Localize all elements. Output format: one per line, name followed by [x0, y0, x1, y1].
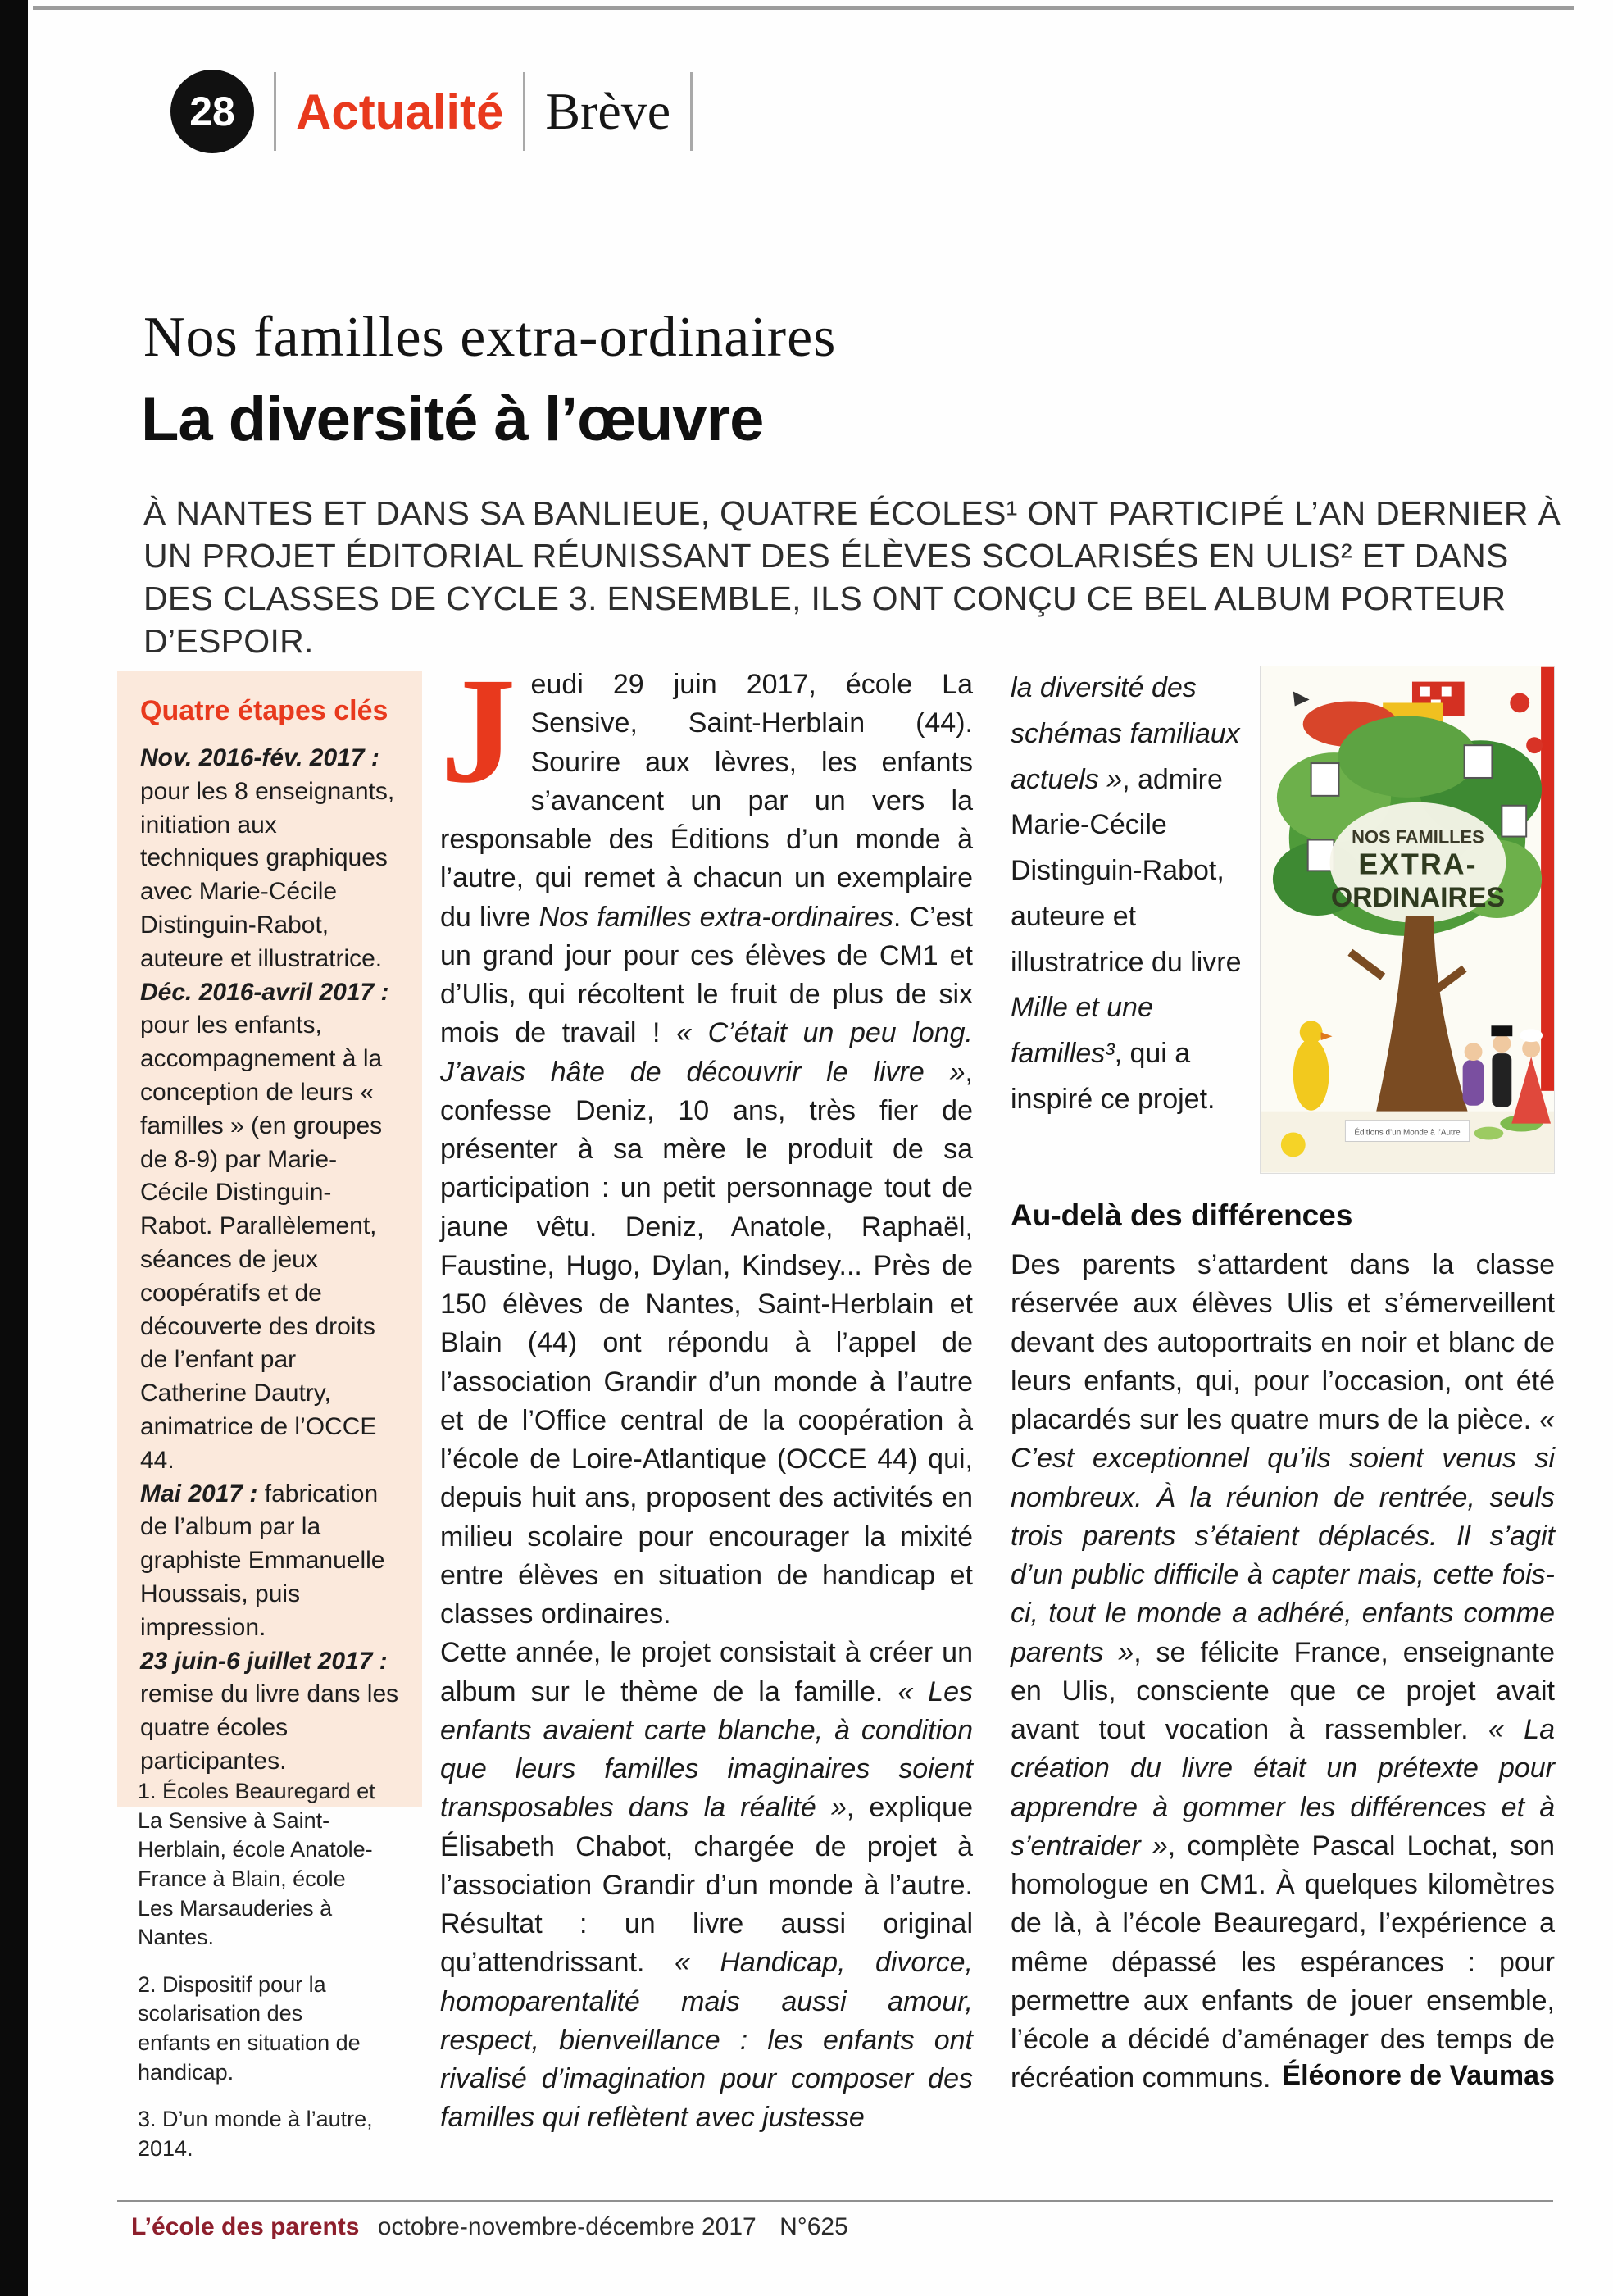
book-title-inline: Mille et une familles³ [1011, 992, 1153, 1069]
quote-text: « C’était un peu long. J’avais hâte de découvrir le livre » [440, 1017, 973, 1088]
paragraph-2 [440, 1634, 973, 2137]
sidebar-step [140, 1478, 401, 1645]
purple-figure [1463, 1043, 1484, 1106]
page-number-badge [170, 70, 254, 153]
article-title: La diversité à l’œuvre [141, 384, 764, 454]
article-column-1 [440, 647, 974, 2138]
vertical-separator [523, 72, 525, 151]
text-segment: Des parents s’attardent dans la classe réservée aux élèves Ulis et s’émerveillent devant des autoportraits en noir et blanc de leurs enfants, qui, pour l’occasion, ont été placardés sur les quatre murs de la pièce. [1011, 1249, 1555, 1435]
step-text: fabrication de l’album par la graphiste Emmanuelle Houssais, puis impression. [140, 1480, 385, 1641]
cover-red-strip [1541, 667, 1554, 1091]
text-segment: , admire Marie-Cécile Distinguin-Rabot, auteure et illustratrice du livre [1011, 763, 1242, 978]
step-text: pour les 8 enseignants, initiation aux techniques graphiques avec Marie-Cécile Distinguin-Rabot, auteure et illustratrice. [140, 777, 395, 972]
paragraph-3 [1011, 1246, 1555, 2098]
text-segment: , explique Élisabeth Chabot, chargée de projet à l’association Grandir d’un monde à l’autre. Résultat : un livre aussi original qu’attendrissant. [440, 1792, 973, 1979]
step-date: Nov. 2016-fév. 2017 : [140, 744, 379, 771]
paragraph-1 [440, 647, 973, 1634]
issue-date: octobre-novembre-décembre 2017 [377, 2213, 757, 2240]
intro-continuation [1011, 666, 1245, 1174]
column-top-row [1011, 666, 1555, 1174]
sidebar-title: Quatre étapes clés [140, 695, 388, 726]
step-date: Déc. 2016-avril 2017 : [140, 978, 389, 1006]
author-byline: Éléonore de Vaumas [1282, 2059, 1555, 2091]
cover-title-line3: ORDINAIRES [1330, 882, 1506, 914]
text-segment: . C’est un grand jour pour ces élèves de CM1 et d’Ulis, qui récoltent le fruit de plus de six mois de travail ! [440, 901, 973, 1049]
sidebar-box [117, 671, 422, 1807]
footnote-2: 2. Dispositif pour la scolarisation des enfants en situation de handicap. [138, 1971, 361, 2085]
quote-text: « Les enfants avaient carte blanche, à condition que leurs familles imaginaires soient transposables dans la réalité » [440, 1675, 973, 1824]
footnote-1: 1. Écoles Beauregard et La Sensive à Saint-Herblain, école Anatole-France à Blain, école Les Marsauderies à Nantes. [138, 1779, 375, 1950]
section-heading: Au-delà des différences [1011, 1198, 1353, 1232]
quote-text: la diversité des schémas familiaux actuels » [1011, 672, 1240, 795]
text-segment: eudi 29 juin 2017, école La Sensive, Saint-Herblain (44). Sourire aux lèvres, les enfants s’avancent un par un vers la responsable des Éditions d’un monde à l’autre, qui remet à chacun un exemplaire du livre [440, 669, 973, 933]
article-column-2 [1011, 666, 1555, 2092]
step-text: pour les enfants, accompagnement à la conception de leurs « familles » (en groupes de 8-9) par Marie-Cécile Distinguin-Rabot. Parallèlement, séances de jeux coopératifs et de découverte des droits de l’enfant par Catherine Dautry, animatrice de l’OCCE 44. [140, 1012, 383, 1474]
book-cover-illustration [1261, 666, 1554, 1173]
quote-text: « C’est exceptionnel qu’ils soient venus si nombreux. À la réunion de rentrée, seuls trois parents s’étaient déplacés. Il s’agit d’un public difficile à capter mais, cette fois-ci, tout le monde a adhéré, enfants comme parents » [1011, 1404, 1555, 1668]
step-date: Mai 2017 : [140, 1480, 258, 1507]
scan-edge-top [33, 6, 1574, 10]
page-number: 28 [189, 89, 235, 134]
chick [1281, 1133, 1306, 1157]
text-segment: , se félicite France, enseignante en Ulis, consciente que ce projet avait avant tout vocation à rassembler. [1011, 1636, 1555, 1745]
issue-number: N°625 [779, 2213, 848, 2240]
step-text: remise du livre dans les quatre écoles participantes. [140, 1680, 399, 1775]
book-cover-photo [1260, 666, 1555, 1174]
publisher-text: Éditions d’un Monde à l’Autre [1354, 1128, 1461, 1138]
drop-cap: J [440, 647, 516, 815]
quote-text: « La création du livre était un prétexte pour apprendre à gommer les différences et à s’entraider » [1011, 1714, 1555, 1862]
text-segment: , confesse Deniz, 10 ans, très fier de présenter à sa mère le produit de sa participation : un petit personnage tout de jaune vêtu. Deniz, Anatole, Raphaël, Faustine, Hugo, Dylan, Kindsey... Près de 150 élèves de Nantes, Saint-Herblain et Blain (44) ont répondu à l’appel de l’association Grandir d’un monde à l’autre et de l’Office central de la coopération à l’école de Loire-Atlantique (OCCE 44) qui, depuis huit ans, proposent des activités en milieu scolaire pour encourager la mixité entre élèves en situation de handicap et classes ordinaires. [440, 1056, 973, 1630]
standfirst: À NANTES ET DANS SA BANLIEUE, QUATRE ÉCOLES¹ ONT PARTICIPÉ L’AN DERNIER À UN PROJET ÉDITORIAL RÉUNISSANT DES ÉLÈVES SCOLARISÉS EN ULIS² ET DANS DES CLASSES DE CYCLE 3. ENSEMBLE, ILS ONT CONÇU CE BEL ALBUM PORTEUR D’ESPOIR. [143, 494, 1561, 661]
text-segment: Cette année, le projet consistait à créer un album sur le thème de la famille. [440, 1637, 973, 1707]
footer-rule [117, 2200, 1553, 2202]
text-segment: , qui a inspiré ce projet. [1011, 1038, 1215, 1115]
masthead [170, 69, 693, 154]
cover-title-line2: EXTRA- [1358, 848, 1478, 881]
scan-edge-left [0, 0, 28, 2296]
magazine-name: L’école des parents [131, 2213, 360, 2240]
page-footer [131, 2213, 848, 2241]
quote-text: « Handicap, divorce, homoparentalité mais aussi amour, respect, bienveillance : les enfants ont rivalisé d’imagination pour composer des familles qui reflètent avec justesse [440, 1947, 974, 2134]
vertical-separator [690, 72, 693, 151]
rubric-label: Brève [545, 82, 671, 140]
step-date: 23 juin-6 juillet 2017 : [140, 1647, 388, 1675]
sidebar-step [140, 976, 401, 1478]
article-kicker: Nos familles extra-ordinaires [143, 306, 837, 369]
footnotes [138, 1777, 377, 2182]
vertical-separator [274, 72, 276, 151]
sidebar-step [140, 742, 401, 976]
section-label: Actualité [296, 84, 504, 139]
book-title-inline: Nos familles extra-ordinaires [538, 901, 893, 933]
apple [1510, 693, 1529, 713]
cover-title-line1: NOS FAMILLES [1352, 826, 1484, 848]
text-segment: , complète Pascal Lochat, son homologue en CM1. À quelques kilomètres de là, à l’école Beauregard, l’expérience a même dépassé les espérances : pour permettre aux enfants de jouer ensemble, l’école a décidé d’aménager des temps de récréation communs. [1011, 1830, 1555, 2094]
sidebar-step [140, 1645, 401, 1779]
footnote-3: 3. D’un monde à l’autre, 2014. [138, 2107, 373, 2161]
